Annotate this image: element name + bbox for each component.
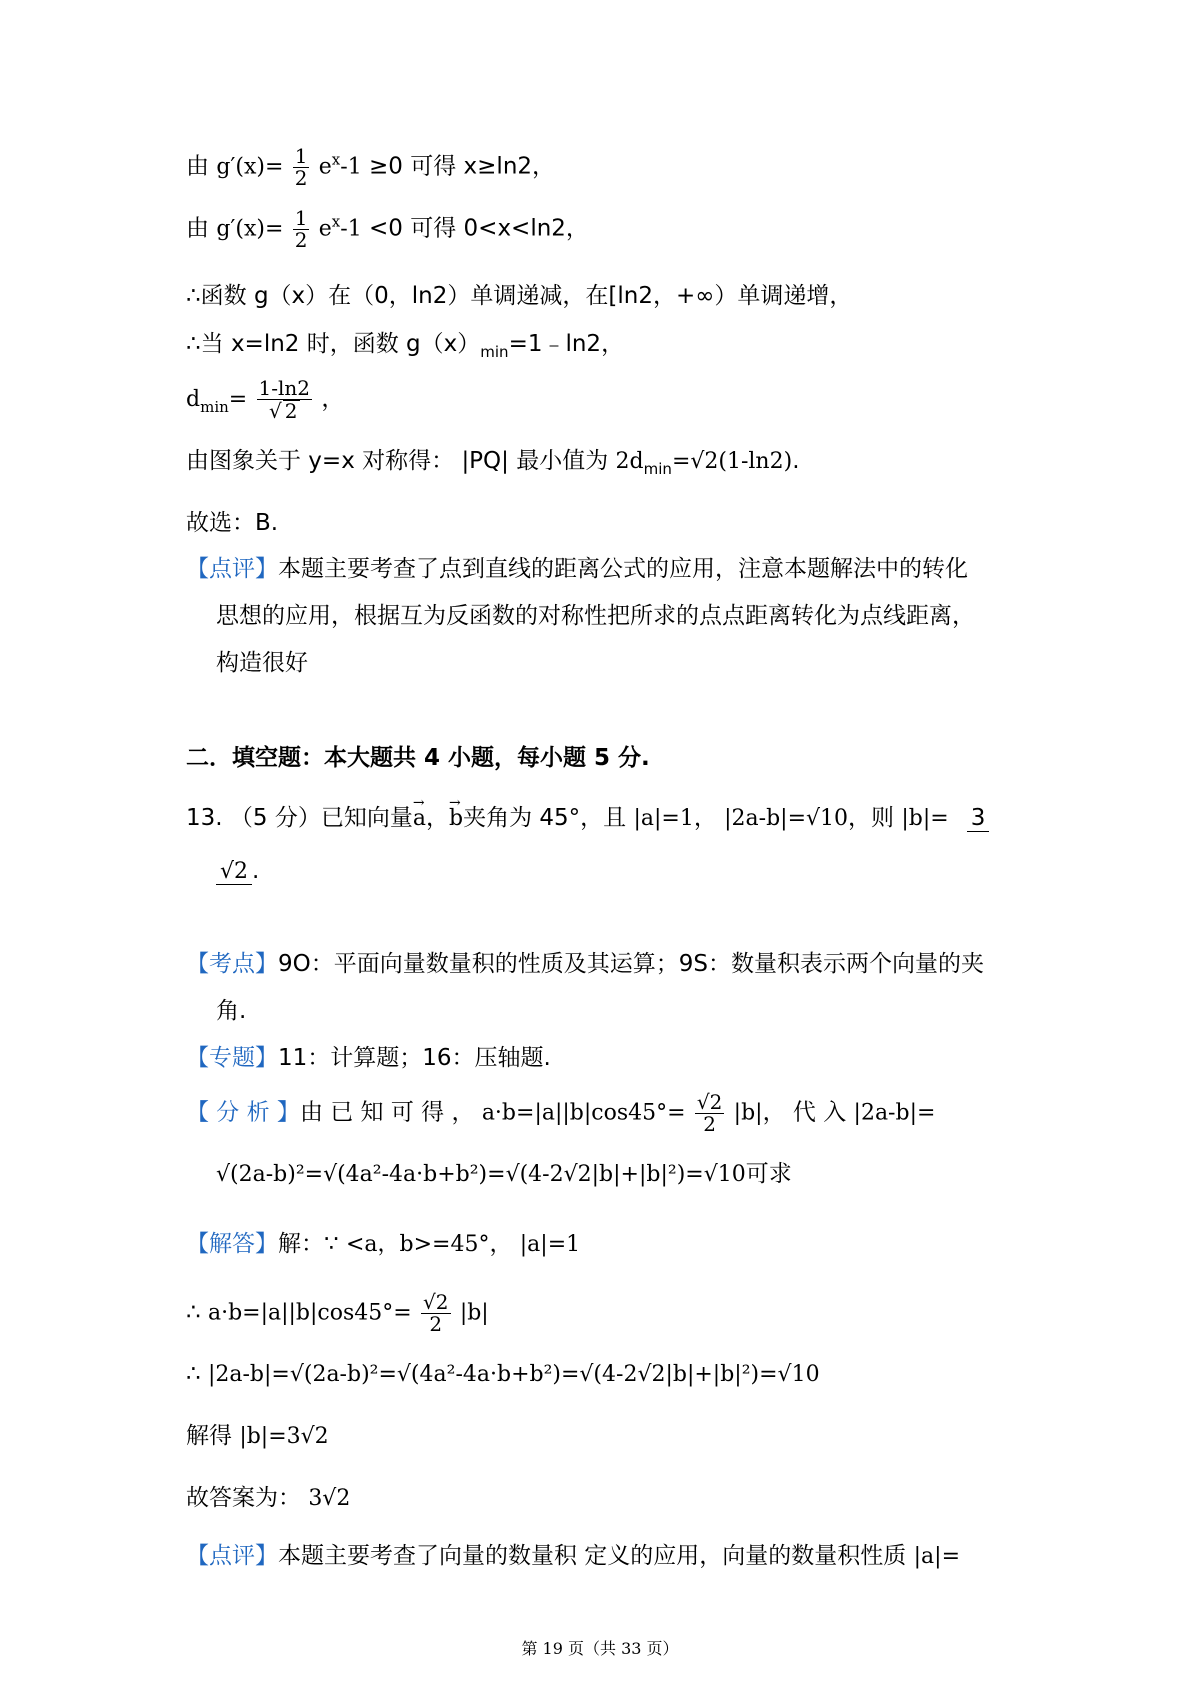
subscript: min bbox=[480, 343, 509, 361]
sqrt-arg: 2 bbox=[284, 399, 298, 423]
text: 11：计算题；16：压轴题. bbox=[278, 1045, 551, 1071]
answer-choice: 故选：B. bbox=[186, 510, 279, 536]
frac-num: √2 bbox=[423, 1290, 449, 1314]
comment-tag: 【专题】 bbox=[186, 1045, 278, 1071]
comment-tag: 【点评】 bbox=[186, 1543, 278, 1569]
symmetry-statement bbox=[186, 445, 800, 478]
math-expr: |b| bbox=[733, 1100, 763, 1126]
topic bbox=[186, 1042, 551, 1074]
frac-den: 2 bbox=[429, 1312, 443, 1336]
frac-num: 1 bbox=[294, 144, 308, 168]
analysis-line bbox=[216, 1158, 792, 1191]
math-expr: e bbox=[318, 154, 332, 180]
superscript: x bbox=[331, 150, 341, 169]
frac-num: √2 bbox=[696, 1090, 723, 1114]
fraction bbox=[421, 1292, 450, 1335]
fraction bbox=[293, 208, 310, 251]
math-expr: |b|=3√2 bbox=[239, 1424, 329, 1449]
math-expr: 2d bbox=[615, 449, 644, 474]
math-expr: |PQ| bbox=[461, 448, 509, 474]
comment-line: 构造很好 bbox=[216, 650, 308, 676]
text: ， bbox=[425, 805, 449, 831]
superscript: x bbox=[331, 212, 341, 231]
math-expr: √(2a-b)²=√(4a²-4a·b+b²)=√(4-2√2|b|+|b|²)=√10 bbox=[216, 1162, 746, 1187]
solution-step-2 bbox=[186, 1358, 820, 1391]
text: 故答案为： bbox=[186, 1485, 301, 1511]
monotonic-statement: ∴函数 g（x）在（0，ln2）单调递减，在[ln2，+∞）单调递增， bbox=[186, 283, 853, 309]
subscript: min bbox=[200, 398, 229, 416]
text: 可求 bbox=[745, 1161, 792, 1187]
math-expr: = bbox=[393, 1300, 412, 1326]
text: 由图象关于 y=x 对称得： bbox=[186, 448, 455, 474]
comment-line: 思想的应用，根据互为反函数的对称性把所求的点点距离转化为点线距离， bbox=[216, 603, 975, 629]
min-distance-formula bbox=[186, 378, 344, 422]
text: <0 可得 0<x<ln2， bbox=[369, 215, 589, 242]
vector-b: → b bbox=[449, 797, 463, 835]
text: . bbox=[792, 448, 800, 474]
subscript: min bbox=[643, 460, 672, 478]
text: ，则 bbox=[848, 805, 895, 831]
text: ∴ bbox=[186, 1299, 201, 1326]
text: 由 bbox=[186, 215, 209, 242]
math-expr: d bbox=[186, 387, 201, 412]
math-expr: 3√2 bbox=[308, 1486, 351, 1511]
page-number: 第 19 页（共 33 页） bbox=[521, 1639, 679, 1658]
math-expr: -1 bbox=[340, 154, 362, 180]
text: ， 代 入 bbox=[762, 1099, 847, 1126]
comment-tag: 【解答】 bbox=[186, 1231, 278, 1257]
math-expr: |a|= bbox=[913, 1544, 960, 1569]
comment-block-1 bbox=[186, 553, 968, 585]
math-expr: g′(x)= bbox=[216, 154, 284, 180]
analysis bbox=[186, 1092, 935, 1135]
frac-num: 1-ln2 bbox=[258, 376, 311, 400]
math-expr: g′(x)= bbox=[216, 216, 284, 242]
knowledge-point bbox=[186, 948, 984, 980]
frac-den: 2 bbox=[703, 1112, 716, 1136]
text: . bbox=[252, 858, 260, 884]
answer-blank: 3 bbox=[967, 805, 990, 832]
text: 解：∵ bbox=[278, 1231, 339, 1257]
math-expr: a·b=|a||b|cos45° bbox=[207, 1300, 394, 1326]
text: ∴ bbox=[186, 1361, 201, 1387]
text: =1﹣ln2， bbox=[508, 331, 625, 357]
knowledge-point-line: 角. bbox=[216, 998, 247, 1024]
text: ≥0 可得 x≥ln2， bbox=[369, 153, 556, 180]
math-expr: |2a-b|=√(2a-b)²=√(4a²-4a·b+b²)=√(4-2√2|b|+|b|²)=√10 bbox=[207, 1362, 820, 1387]
answer-blank: √2 bbox=[216, 859, 252, 885]
min-value-statement bbox=[186, 328, 624, 360]
frac-den: 2 bbox=[294, 166, 308, 190]
text: 本题主要考查了向量的数量积 定义的应用，向量的数量积性质 bbox=[278, 1543, 907, 1569]
final-answer bbox=[186, 1482, 350, 1515]
math-expr: <a，b>=45° bbox=[345, 1232, 490, 1257]
question-number: 13. bbox=[186, 805, 223, 831]
solution-step-1 bbox=[186, 1292, 489, 1335]
text: 由 已 知 可 得 ， bbox=[299, 1099, 475, 1126]
vector-a: → a bbox=[413, 797, 426, 835]
text: ， bbox=[321, 386, 345, 412]
question-13-continued bbox=[216, 855, 259, 888]
section-title: 二．填空题：本大题共 4 小题，每小题 5 分. bbox=[186, 745, 650, 771]
math-expr: a·b=|a||b|cos45° bbox=[481, 1100, 668, 1126]
comment-tag: 【 分 析 】 bbox=[186, 1099, 300, 1126]
fraction bbox=[695, 1092, 724, 1135]
math-expr: |b|= bbox=[901, 806, 949, 831]
text: ∴当 x=ln2 时，函数 g（x） bbox=[186, 331, 481, 357]
math-expr: |2a-b|= bbox=[853, 1100, 936, 1126]
math-expr: |b| bbox=[459, 1300, 489, 1326]
math-expr: |a|=1 bbox=[519, 1232, 581, 1257]
solution bbox=[186, 1228, 580, 1261]
derivative-condition-2 bbox=[186, 208, 589, 251]
text: （5 分）已知向量 bbox=[229, 805, 413, 831]
text: 最小值为 bbox=[516, 448, 609, 474]
text: 解得 bbox=[186, 1423, 232, 1449]
frac-den: 2 bbox=[294, 228, 308, 252]
question-13 bbox=[186, 797, 989, 835]
math-expr: e bbox=[318, 216, 332, 242]
frac-num: 1 bbox=[294, 206, 308, 230]
text: 9O：平面向量数量积的性质及其运算；9S：数量积表示两个向量的夹 bbox=[278, 951, 984, 977]
fraction bbox=[257, 378, 312, 422]
text: 由 bbox=[186, 153, 209, 180]
math-expr: |a|=1 bbox=[633, 806, 694, 831]
text: 本题主要考查了点到直线的距离公式的应用，注意本题解法中的转化 bbox=[278, 556, 968, 582]
comment-block-2 bbox=[186, 1540, 960, 1573]
math-expr: |2a-b|=√10 bbox=[724, 806, 849, 831]
fraction bbox=[293, 146, 310, 189]
math-expr: = bbox=[667, 1100, 686, 1126]
text: ， bbox=[693, 805, 717, 831]
comment-tag: 【考点】 bbox=[186, 951, 278, 977]
comment-tag: 【点评】 bbox=[186, 556, 278, 582]
solution-step-3 bbox=[186, 1420, 329, 1453]
math-expr: -1 bbox=[340, 216, 362, 242]
math-expr: = bbox=[228, 387, 248, 412]
derivative-condition-1 bbox=[186, 146, 555, 189]
frac-den: √ 2 bbox=[269, 399, 298, 423]
text: 夹角为 45°，且 bbox=[463, 805, 627, 831]
text: ， bbox=[489, 1231, 513, 1257]
math-expr: =√2(1-ln2) bbox=[671, 449, 793, 474]
